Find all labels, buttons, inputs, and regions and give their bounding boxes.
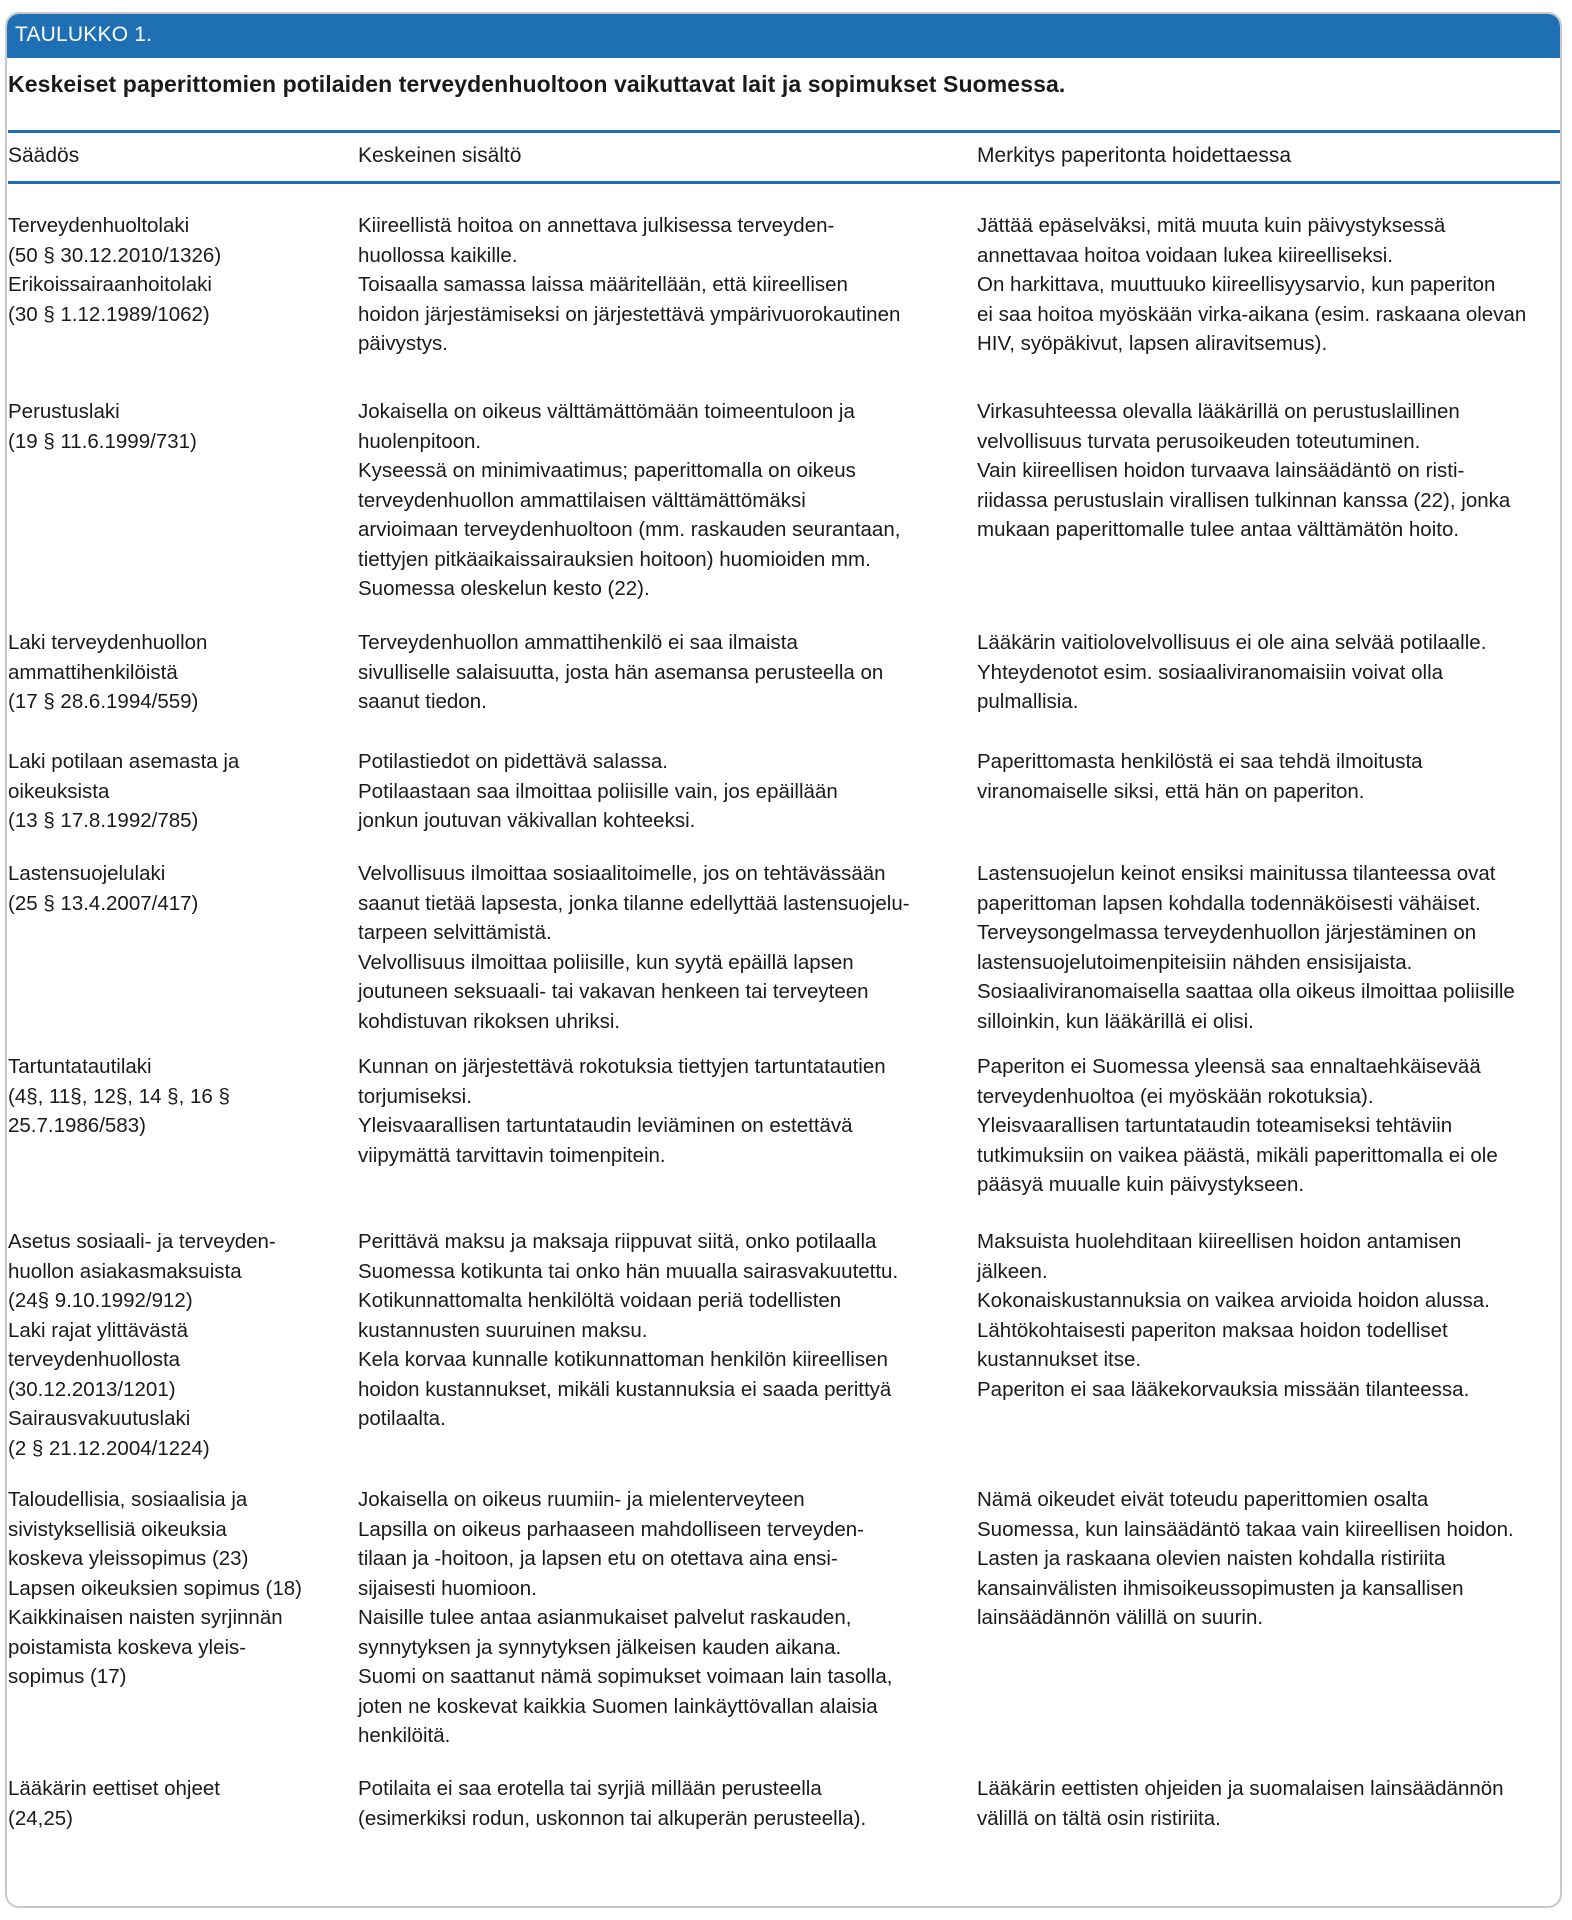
cell-meaning: Paperiton ei Suomessa yleensä saa ennaltaehkäisevää terveydenhuoltoa (ei myöskään rokotuksia). Yleisvaarallisen tartuntataudin toteamiseksi tehtäviin tutkimuksiin on vaikea päästä, mikäli paperittomalla ei ole pääsyä muualle kuin päivystykseen.	[977, 1055, 1498, 1196]
column-header-meaning: Merkitys paperitonta hoidettaessa	[977, 144, 1292, 167]
cell-meaning: Maksuista huolehditaan kiireellisen hoidon antamisen jälkeen. Kokonaiskustannuksia on vaikea arvioida hoidon alussa. Lähtökohtaisesti paperiton maksaa hoidon todelliset kustannukset itse. Paperiton ei saa lääkekorvauksia missään tilanteessa.	[977, 1230, 1490, 1401]
cell-content: Potilaita ei saa erotella tai syrjiä millään perusteella (esimerkiksi rodun, uskonnon tai alkuperän perusteella).	[358, 1777, 867, 1830]
cell-meaning: Lääkärin eettisten ohjeiden ja suomalaisen lainsäädännön välillä on tältä osin ristiriita.	[977, 1777, 1504, 1830]
cell-content: Potilastiedot on pidettävä salassa. Potilaastaan saa ilmoittaa poliisille vain, jos epäillään jonkun joutuvan väkivallan kohteeksi.	[358, 750, 838, 832]
cell-content: Jokaisella on oikeus ruumiin- ja mielenterveyteen Lapsilla on oikeus parhaaseen mahdolliseen terveyden- tilaan ja -hoitoon, ja lapsen etu on otettava aina ensi- sijaisesti huomioon. Naisille tulee antaa asianmukaiset palvelut raskauden, synnytyksen ja synnytyksen jälkeisen kauden aikana. Suomi on saattanut nämä sopimukset voimaan lain tasolla, joten ne koskevat kaikkia Suomen lainkäyttövallan alaisia henkilöitä.	[358, 1488, 893, 1747]
cell-content: Kiireellistä hoitoa on annettava julkisessa terveyden- huollossa kaikille. Toisaalla samassa laissa määritellään, että kiireellisen hoidon järjestämiseksi on järjestettävä ympärivuorokautinen päivystys.	[358, 214, 901, 355]
cell-meaning: Virkasuhteessa olevalla lääkärillä on perustuslaillinen velvollisuus turvata perusoikeuden toteutuminen. Vain kiireellisen hoidon turvaava lainsäädäntö on risti- riidassa perustuslain virallisen tulkinnan kanssa (22), jonka mukaan paperittomalle tulee antaa välttämätön hoito.	[977, 400, 1511, 541]
cell-law: Lääkärin eettiset ohjeet (24,25)	[8, 1777, 220, 1830]
cell-law: Lastensuojelulaki (25 § 13.4.2007/417)	[8, 862, 199, 915]
column-header-law: Säädös	[8, 144, 80, 167]
cell-content: Perittävä maksu ja maksaja riippuvat siitä, onko potilaalla Suomessa kotikunta tai onko hän muualla sairasvakuutettu. Kotikunnattomalta henkilöltä voidaan periä todellisten kustannusten suuruinen maksu. Kela korvaa kunnalle kotikunnattoman henkilön kiireellisen hoidon kustannukset, mikäli kustannuksia ei saada perittyä potilaalta.	[358, 1230, 899, 1430]
header-rule	[8, 181, 1560, 184]
table-caption: Keskeiset paperittomien potilaiden terveydenhuoltoon vaikuttavat lait ja sopimukset Suomessa.	[8, 71, 1066, 97]
top-rule	[8, 130, 1560, 133]
cell-law: Asetus sosiaali- ja terveyden- huollon asiakasmaksuista (24§ 9.10.1992/912) Laki rajat ylittävästä terveydenhuollosta (30.12.2013/1201) Sairausvakuutuslaki (2 § 21.12.2004/1224)	[8, 1230, 276, 1460]
cell-law: Laki potilaan asemasta ja oikeuksista (13 § 17.8.1992/785)	[8, 750, 240, 832]
cell-meaning: Jättää epäselväksi, mitä muuta kuin päivystyksessä annettavaa hoitoa voidaan lukea kiireelliseksi. On harkittava, muuttuuko kiireellisyysarvio, kun paperiton ei saa hoitoa myöskään virka-aikana (esim. raskaana olevan HIV, syöpäkivut, lapsen aliravitsemus).	[977, 214, 1527, 355]
cell-law: Taloudellisia, sosiaalisia ja sivistyksellisiä oikeuksia koskeva yleissopimus (23) Lapsen oikeuksien sopimus (18) Kaikkinaisen naisten syrjinnän poistamista koskeva yleis- sopimus (17)	[8, 1488, 302, 1688]
cell-meaning: Lääkärin vaitiolovelvollisuus ei ole aina selvää potilaalle. Yhteydenotot esim. sosiaaliviranomaisiin voivat olla pulmallisia.	[977, 631, 1487, 713]
cell-meaning: Nämä oikeudet eivät toteudu paperittomien osalta Suomessa, kun lainsäädäntö takaa vain kiireellisen hoidon. Lasten ja raskaana olevien naisten kohdalla ristiriita kansainvälisten ihmisoikeussopimusten ja kansallisen lainsäädännön välillä on suurin.	[977, 1488, 1514, 1629]
cell-content: Kunnan on järjestettävä rokotuksia tiettyjen tartuntatautien torjumiseksi. Yleisvaarallisen tartuntataudin leviäminen on estettävä viipymättä tarvittavin toimenpitein.	[358, 1055, 886, 1167]
column-header-content: Keskeinen sisältö	[358, 144, 522, 167]
cell-meaning: Lastensuojelun keinot ensiksi mainitussa tilanteessa ovat paperittoman lapsen kohdalla todennäköisesti vähäiset. Terveysongelmassa terveydenhuollon järjestäminen on lastensuojelutoimenpiteisiin nähden ensisijaista. Sosiaaliviranomaisella saattaa olla oikeus ilmoittaa poliisille silloinkin, kun lääkärillä ei olisi.	[977, 862, 1515, 1033]
cell-law: Terveydenhuoltolaki (50 § 30.12.2010/1326) Erikoissairaanhoitolaki (30 § 1.12.1989/1062)	[8, 214, 222, 326]
cell-content: Jokaisella on oikeus välttämättömään toimeentuloon ja huolenpitoon. Kyseessä on minimivaatimus; paperittomalla on oikeus terveydenhuollon ammattilaisen välttämättömäksi arvioimaan terveydenhuoltoon (mm. raskauden seurantaan, tiettyjen pitkäaikaissairauksien hoitoon) huomioiden mm. Suomessa oleskelun kesto (22).	[358, 400, 901, 600]
cell-law: Laki terveydenhuollon ammattihenkilöistä (17 § 28.6.1994/559)	[8, 631, 208, 713]
cell-law: Perustuslaki (19 § 11.6.1999/731)	[8, 400, 197, 453]
cell-content: Terveydenhuollon ammattihenkilö ei saa ilmaista sivulliselle salaisuutta, josta hän asemansa perusteella on saanut tiedon.	[358, 631, 884, 713]
table-header-bar	[7, 14, 1560, 58]
cell-meaning: Paperittomasta henkilöstä ei saa tehdä ilmoitusta viranomaiselle siksi, että hän on paperiton.	[977, 750, 1423, 803]
table-number-label: TAULUKKO 1.	[15, 23, 153, 46]
cell-content: Velvollisuus ilmoittaa sosiaalitoimelle, jos on tehtävässään saanut tietää lapsesta, jonka tilanne edellyttää lastensuojelu- tarpeen selvittämistä. Velvollisuus ilmoittaa poliisille, kun syytä epäillä lapsen joutuneen seksuaali- tai vakavan henkeen tai terveyteen kohdistuvan rikoksen uhriksi.	[358, 862, 910, 1033]
cell-law: Tartuntatautilaki (4§, 11§, 12§, 14 §, 16 § 25.7.1986/583)	[8, 1055, 230, 1137]
